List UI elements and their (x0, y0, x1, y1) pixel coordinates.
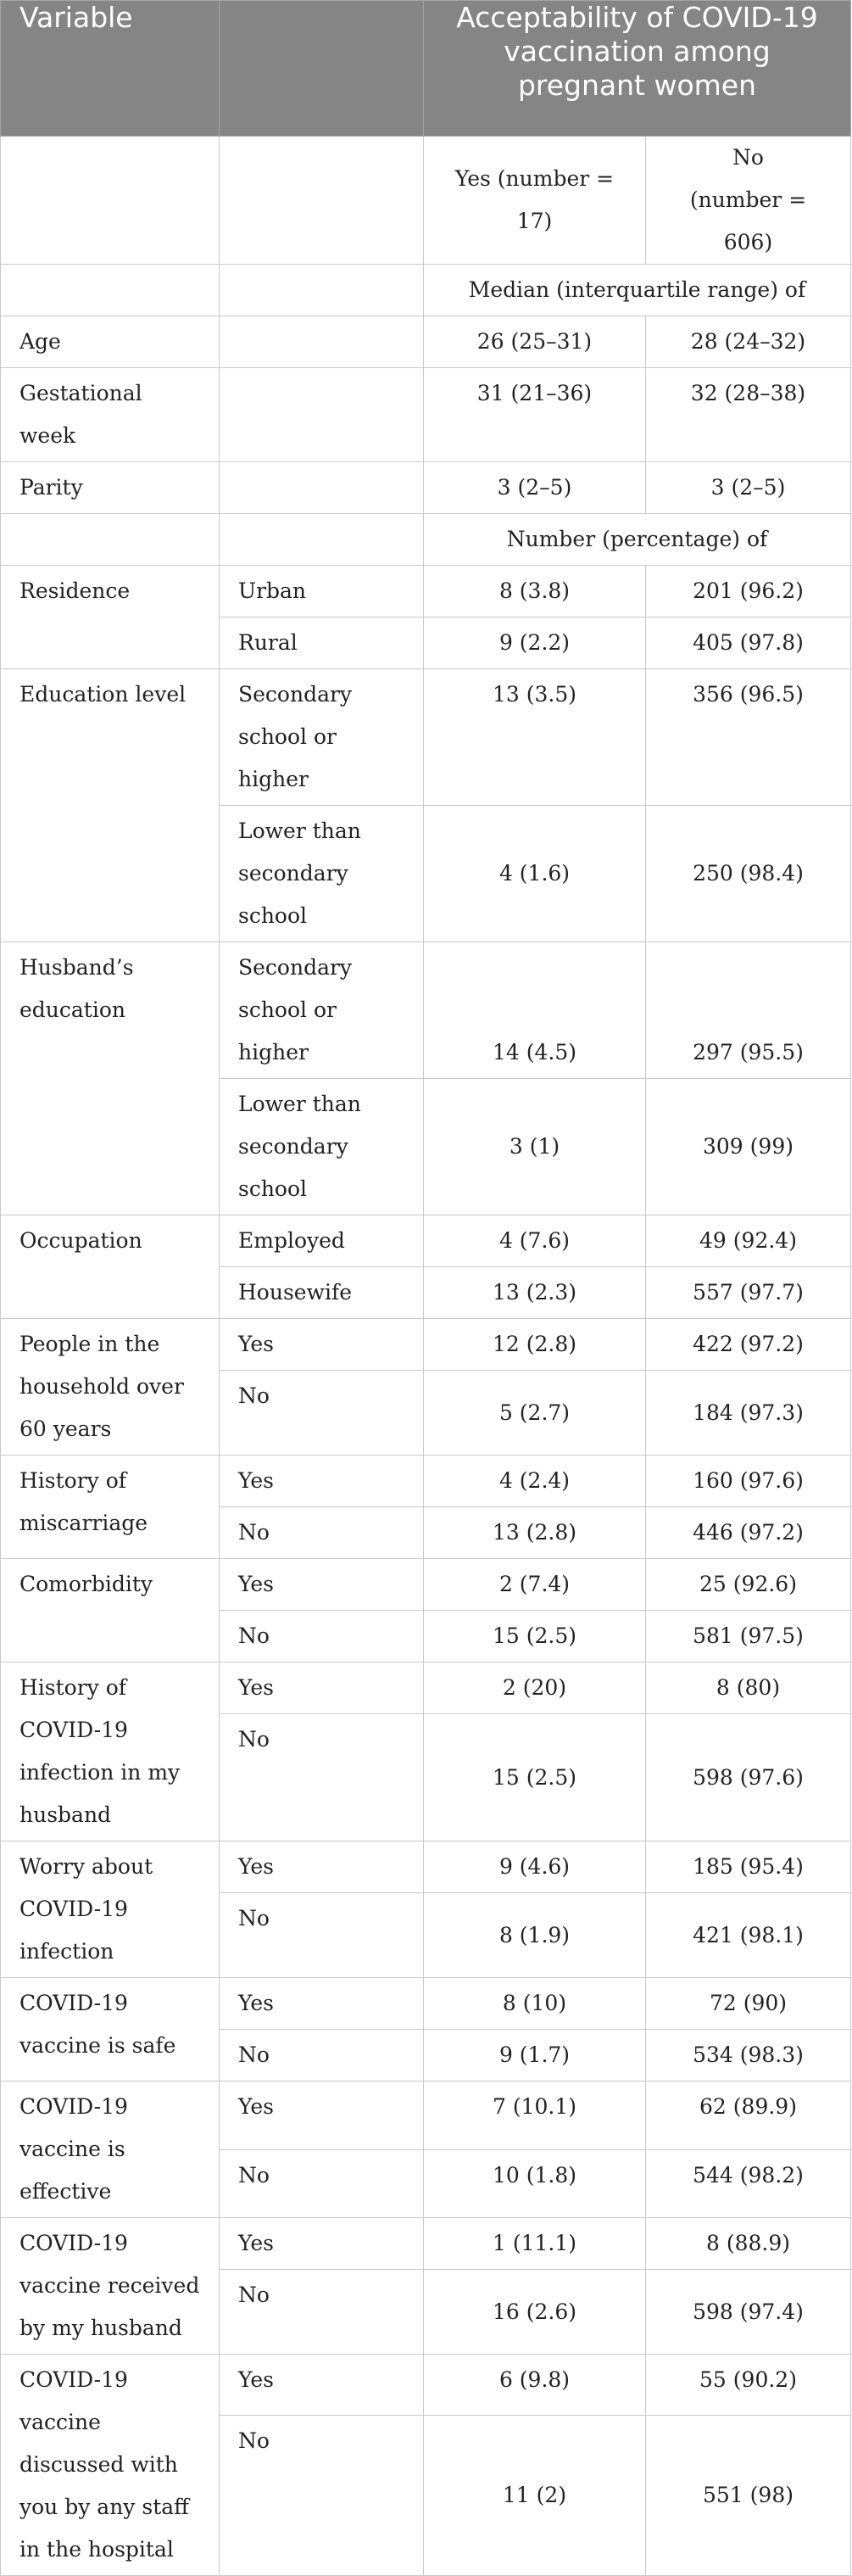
yes-value: 14 (4.5) (424, 942, 646, 1079)
variable-label: People in the household over 60 years (1, 1319, 220, 1456)
table-row (1, 669, 851, 806)
no-value: 8 (88.9) (646, 2218, 851, 2270)
yes-value: 13 (3.5) (424, 669, 646, 806)
variable-label: History of miscarriage (1, 1456, 220, 1559)
variable-label: Comorbidity (1, 1559, 220, 1662)
yes-value: 13 (2.3) (424, 1267, 646, 1319)
yes-value: 3 (1) (424, 1079, 646, 1215)
yes-value: 7 (10.1) (424, 2081, 646, 2150)
no-value: 55 (90.2) (646, 2355, 851, 2416)
yes-column-header: Yes (number = 17) (424, 137, 646, 265)
table-row (1, 316, 851, 368)
variable-label: Education level (1, 669, 220, 942)
no-value: 534 (98.3) (646, 2030, 851, 2081)
yes-value: 2 (7.4) (424, 1559, 646, 1611)
table-row (1, 368, 851, 462)
empty-cell (220, 265, 424, 316)
table-row (1, 1978, 851, 2030)
no-value: 405 (97.8) (646, 617, 851, 669)
yes-value: 4 (2.4) (424, 1456, 646, 1507)
header-row (1, 1, 851, 137)
variable-label: Parity (1, 462, 220, 514)
no-value: 309 (99) (646, 1079, 851, 1215)
category-label: Housewife (220, 1267, 424, 1319)
empty-cell (1, 137, 220, 265)
category-label: No (220, 1893, 424, 1978)
yes-value: 16 (2.6) (424, 2270, 646, 2355)
empty-cell (1, 514, 220, 566)
variable-label: COVID-19 vaccine is safe (1, 1978, 220, 2081)
category-label: No (220, 2416, 424, 2576)
no-value: 598 (97.6) (646, 1714, 851, 1841)
table-row (1, 462, 851, 514)
no-value: 421 (98.1) (646, 1893, 851, 1978)
table-row (1, 1215, 851, 1267)
number-label: Number (percentage) of (424, 514, 851, 566)
yes-value: 3 (2–5) (424, 462, 646, 514)
no-value: 422 (97.2) (646, 1319, 851, 1371)
yes-value: 6 (9.8) (424, 2355, 646, 2416)
no-value: 598 (97.4) (646, 2270, 851, 2355)
table-row (1, 942, 851, 1079)
no-value: 25 (92.6) (646, 1559, 851, 1611)
category-label: No (220, 2030, 424, 2081)
table-row (1, 1456, 851, 1507)
no-value: 446 (97.2) (646, 1507, 851, 1559)
variable-label: Husband’s education (1, 942, 220, 1215)
yes-value: 9 (2.2) (424, 617, 646, 669)
median-label-row (1, 265, 851, 316)
yes-value: 8 (3.8) (424, 566, 646, 617)
no-value: 160 (97.6) (646, 1456, 851, 1507)
empty-cell (220, 368, 424, 462)
category-label: Yes (220, 2355, 424, 2416)
variable-label: Occupation (1, 1215, 220, 1319)
yes-value: 15 (2.5) (424, 1611, 646, 1662)
variable-label: Gestational week (1, 368, 220, 462)
table-row (1, 2355, 851, 2416)
table-row (1, 2218, 851, 2270)
median-label: Median (interquartile range) of (424, 265, 851, 316)
category-label: Secondary school or higher (220, 942, 424, 1079)
empty-cell (220, 514, 424, 566)
yes-value: 12 (2.8) (424, 1319, 646, 1371)
category-label: Yes (220, 1841, 424, 1893)
empty-cell (220, 137, 424, 265)
category-label: Yes (220, 2081, 424, 2150)
category-label: No (220, 2270, 424, 2355)
category-label: No (220, 1507, 424, 1559)
yes-value: 9 (4.6) (424, 1841, 646, 1893)
category-label: No (220, 1371, 424, 1456)
category-label: Secondary school or higher (220, 669, 424, 806)
table-row (1, 2081, 851, 2150)
yes-value: 4 (7.6) (424, 1215, 646, 1267)
no-value: 201 (96.2) (646, 566, 851, 617)
no-value: 3 (2–5) (646, 462, 851, 514)
yes-value: 1 (11.1) (424, 2218, 646, 2270)
empty-cell (220, 462, 424, 514)
variable-label: COVID-19 vaccine is effective (1, 2081, 220, 2218)
no-column-header: No (number = 606) (646, 137, 851, 265)
no-value: 184 (97.3) (646, 1371, 851, 1456)
category-label: Lower than secondary school (220, 1079, 424, 1215)
yes-value: 11 (2) (424, 2416, 646, 2576)
no-value: 356 (96.5) (646, 669, 851, 806)
table-row (1, 1841, 851, 1893)
yes-value: 2 (20) (424, 1662, 646, 1714)
category-label: Yes (220, 1978, 424, 2030)
table-row (1, 1319, 851, 1371)
category-label: Yes (220, 1456, 424, 1507)
variable-label: COVID-19 vaccine discussed with you by any staff in the hospital (1, 2355, 220, 2576)
table-row (1, 1662, 851, 1714)
yes-value: 5 (2.7) (424, 1371, 646, 1456)
yes-value: 15 (2.5) (424, 1714, 646, 1841)
acceptability-header: Acceptability of COVID-19 vaccination among pregnant women (424, 1, 851, 137)
no-value: 49 (92.4) (646, 1215, 851, 1267)
empty-cell (220, 316, 424, 368)
category-header (220, 1, 424, 137)
variable-header: Variable (1, 1, 220, 137)
category-label: Urban (220, 566, 424, 617)
category-label: Yes (220, 2218, 424, 2270)
no-value: 185 (95.4) (646, 1841, 851, 1893)
category-label: Lower than secondary school (220, 806, 424, 942)
no-value: 544 (98.2) (646, 2149, 851, 2218)
no-value: 62 (89.9) (646, 2081, 851, 2150)
empty-cell (1, 265, 220, 316)
yes-value: 13 (2.8) (424, 1507, 646, 1559)
variable-label: COVID-19 vaccine received by my husband (1, 2218, 220, 2355)
table-row (1, 566, 851, 617)
category-label: Yes (220, 1662, 424, 1714)
number-label-row (1, 514, 851, 566)
yes-value: 8 (1.9) (424, 1893, 646, 1978)
no-value: 28 (24–32) (646, 316, 851, 368)
no-value: 557 (97.7) (646, 1267, 851, 1319)
no-value: 72 (90) (646, 1978, 851, 2030)
variable-label: History of COVID-19 infection in my husband (1, 1662, 220, 1841)
category-label: No (220, 2149, 424, 2218)
category-label: Rural (220, 617, 424, 669)
no-value: 581 (97.5) (646, 1611, 851, 1662)
yes-value: 4 (1.6) (424, 806, 646, 942)
no-value: 8 (80) (646, 1662, 851, 1714)
category-label: Yes (220, 1319, 424, 1371)
no-value: 250 (98.4) (646, 806, 851, 942)
category-label: Employed (220, 1215, 424, 1267)
no-value: 32 (28–38) (646, 368, 851, 462)
category-label: Yes (220, 1559, 424, 1611)
yes-value: 26 (25–31) (424, 316, 646, 368)
variable-label: Residence (1, 566, 220, 669)
table-row (1, 1559, 851, 1611)
group-header-row (1, 137, 851, 265)
no-value: 297 (95.5) (646, 942, 851, 1079)
yes-value: 8 (10) (424, 1978, 646, 2030)
variable-label: Age (1, 316, 220, 368)
yes-value: 10 (1.8) (424, 2149, 646, 2218)
yes-value: 31 (21–36) (424, 368, 646, 462)
no-value: 551 (98) (646, 2416, 851, 2576)
category-label: No (220, 1714, 424, 1841)
yes-value: 9 (1.7) (424, 2030, 646, 2081)
category-label: No (220, 1611, 424, 1662)
variable-label: Worry about COVID-19 infection (1, 1841, 220, 1978)
